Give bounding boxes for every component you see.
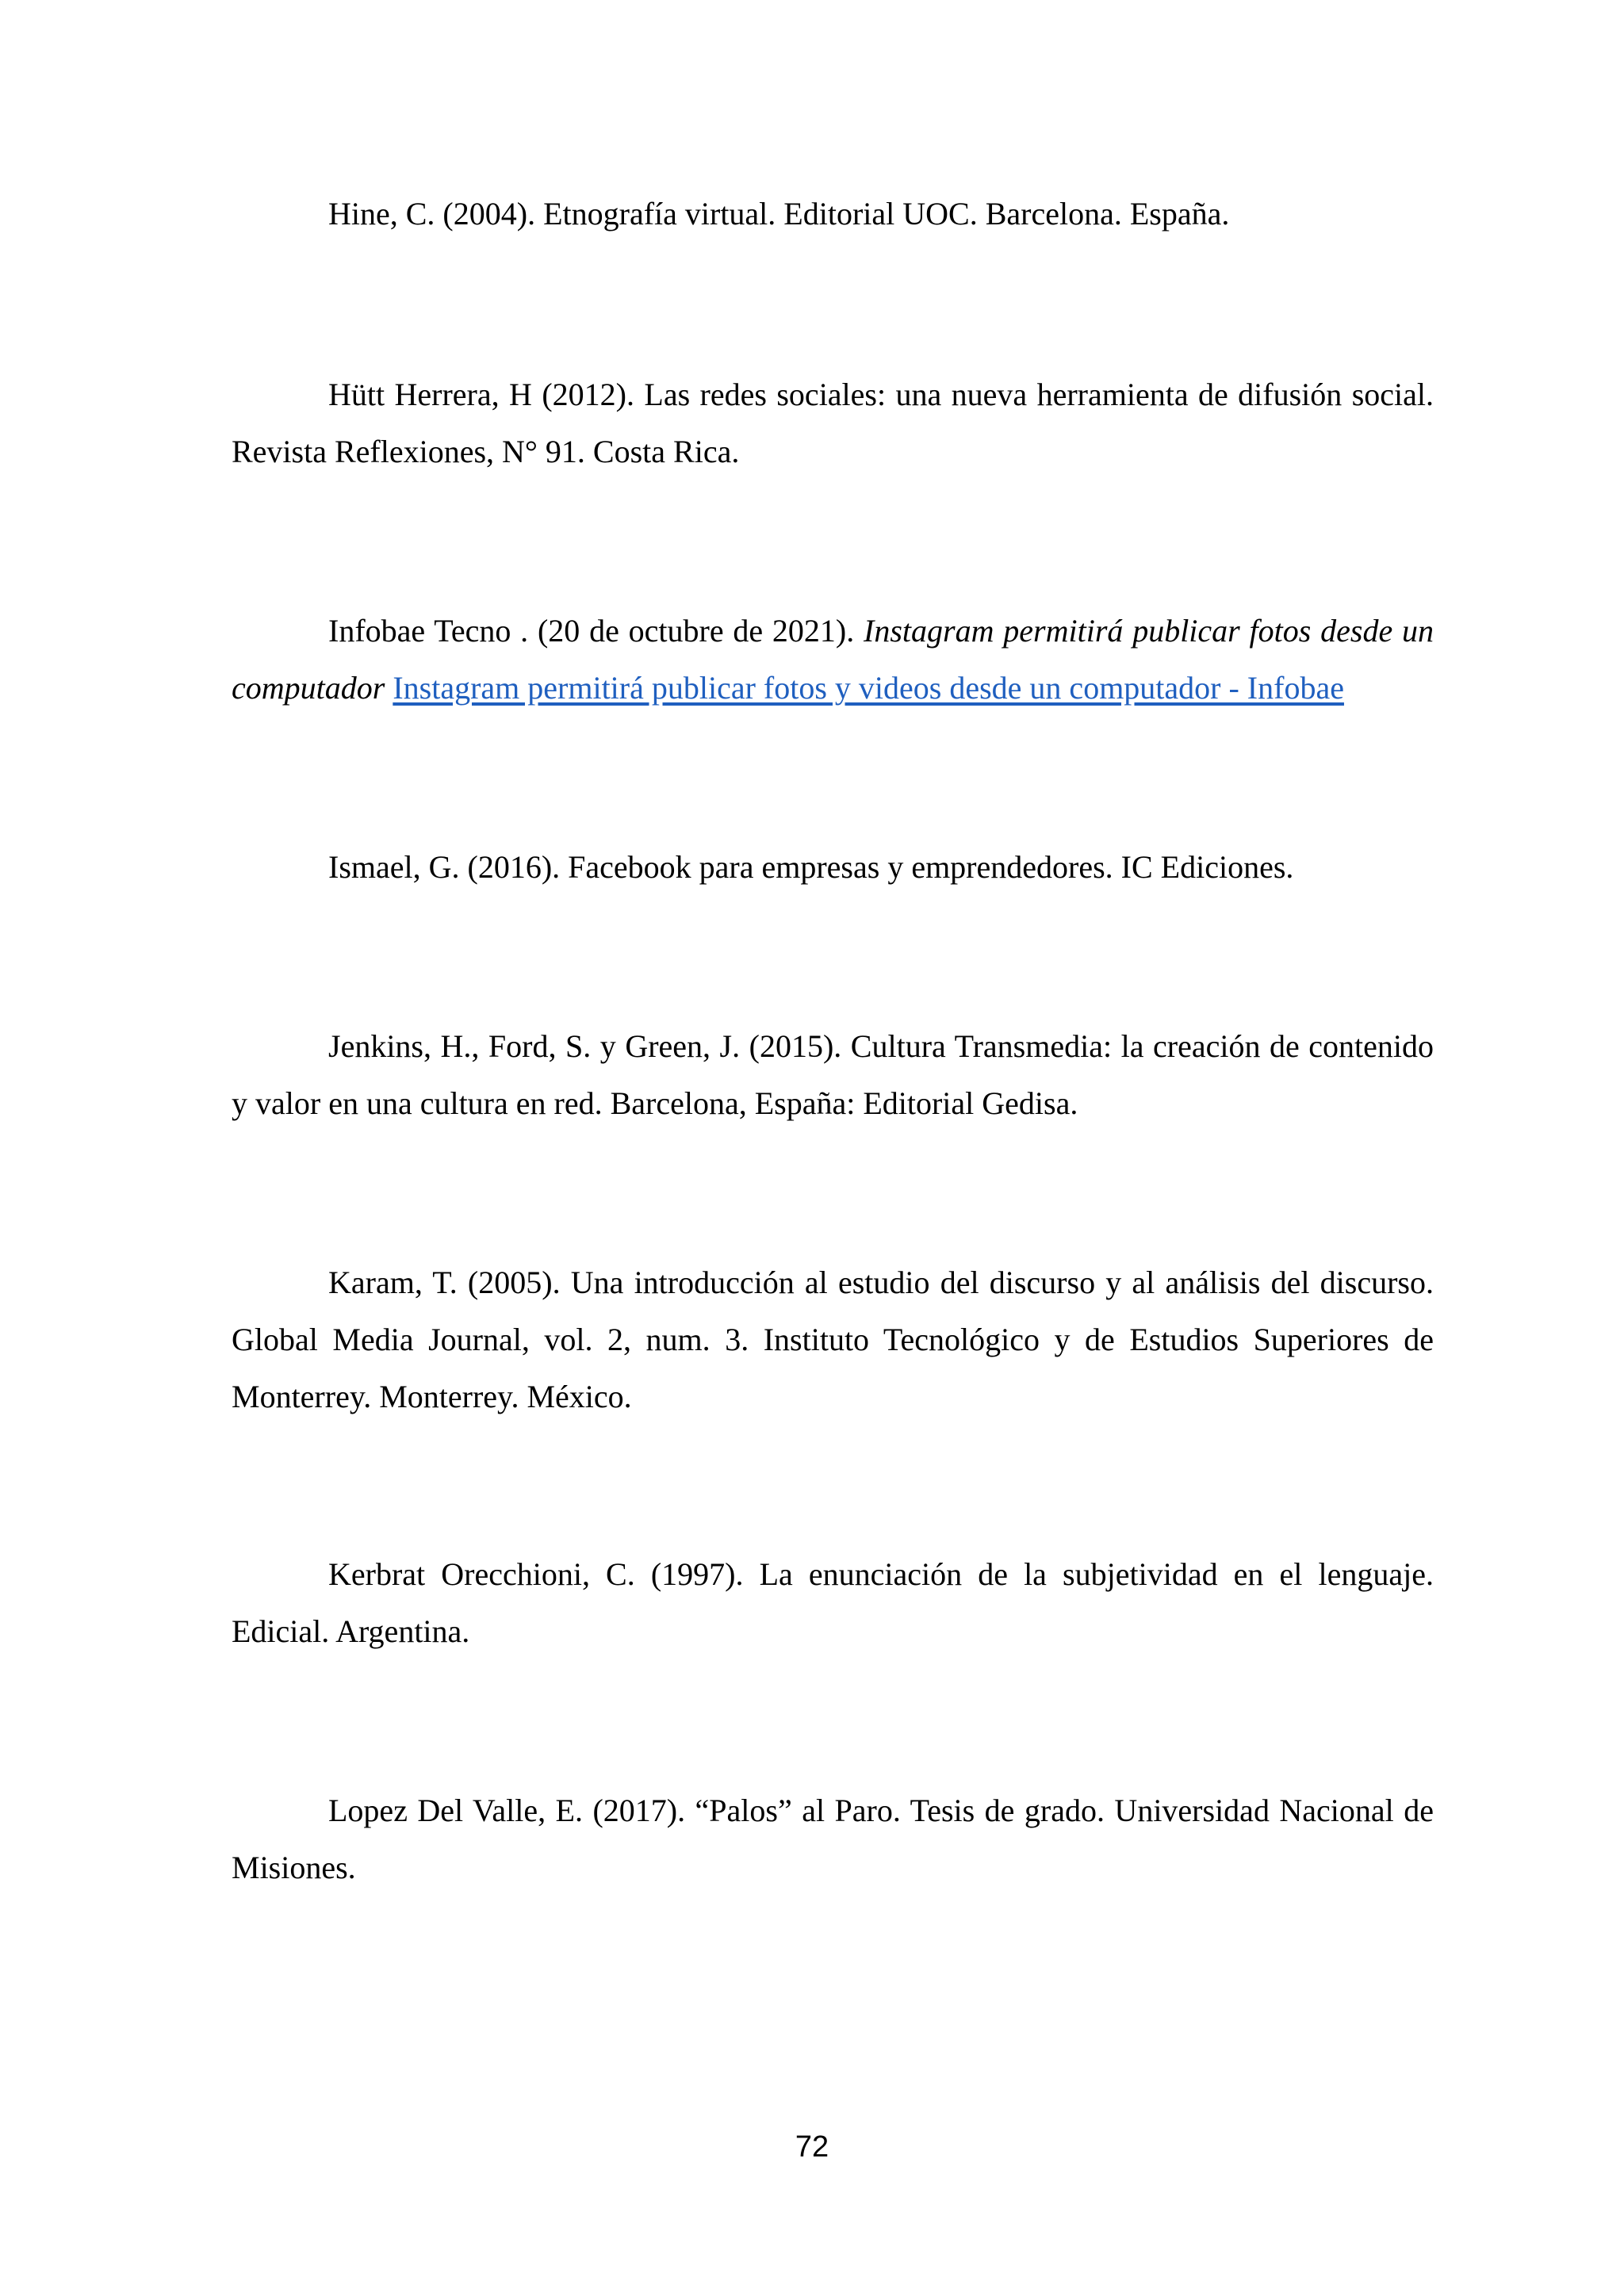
reference-text: Hine, C. (2004). Etnografía virtual. Editorial UOC. Barcelona. España. xyxy=(328,196,1230,232)
reference-ismael xyxy=(232,839,1434,896)
reference-text: Ismael, G. (2016). Facebook para empresas y emprendedores. IC Ediciones. xyxy=(328,849,1294,885)
reference-jenkins xyxy=(232,1018,1434,1132)
reference-kerbrat-orecchioni xyxy=(232,1546,1434,1660)
reference-text: Lopez Del Valle, E. (2017). “Palos” al Paro. Tesis de grado. Universidad Nacional de Misiones. xyxy=(232,1793,1434,1885)
reference-spacer xyxy=(385,670,393,706)
reference-text: Hütt Herrera, H (2012). Las redes sociales: una nueva herramienta de difusión social. Revista Reflexiones, N° 91. Costa Rica. xyxy=(232,377,1434,469)
reference-text: Kerbrat Orecchioni, C. (1997). La enunciación de la subjetividad en el lenguaje. Edicial. Argentina. xyxy=(232,1556,1434,1649)
reference-hine xyxy=(232,186,1434,243)
reference-lopez-del-valle xyxy=(232,1782,1434,1896)
reference-karam xyxy=(232,1254,1434,1425)
reference-text: Karam, T. (2005). Una introducción al estudio del discurso y al análisis del discurso. Global Media Journal, vol. 2, num. 3. Instituto Tecnológico y de Estudios Superiores de Monterrey. Monterrey. México. xyxy=(232,1265,1434,1414)
reference-infobae xyxy=(232,603,1434,717)
reference-text: Jenkins, H., Ford, S. y Green, J. (2015). Cultura Transmedia: la creación de contenido y valor en una cultura en red. Barcelona, España: Editorial Gedisa. xyxy=(232,1028,1434,1121)
page-number: 72 xyxy=(795,2130,829,2164)
reference-italic-title: Instagram permitirá publicar fotos desde un computador xyxy=(232,613,1434,706)
reference-text: Infobae Tecno . (20 de octubre de 2021). xyxy=(328,613,864,649)
reference-hutt-herrera xyxy=(232,366,1434,480)
infobae-article-link[interactable]: Instagram permitirá publicar fotos y videos desde un computador - Infobae xyxy=(393,670,1344,706)
